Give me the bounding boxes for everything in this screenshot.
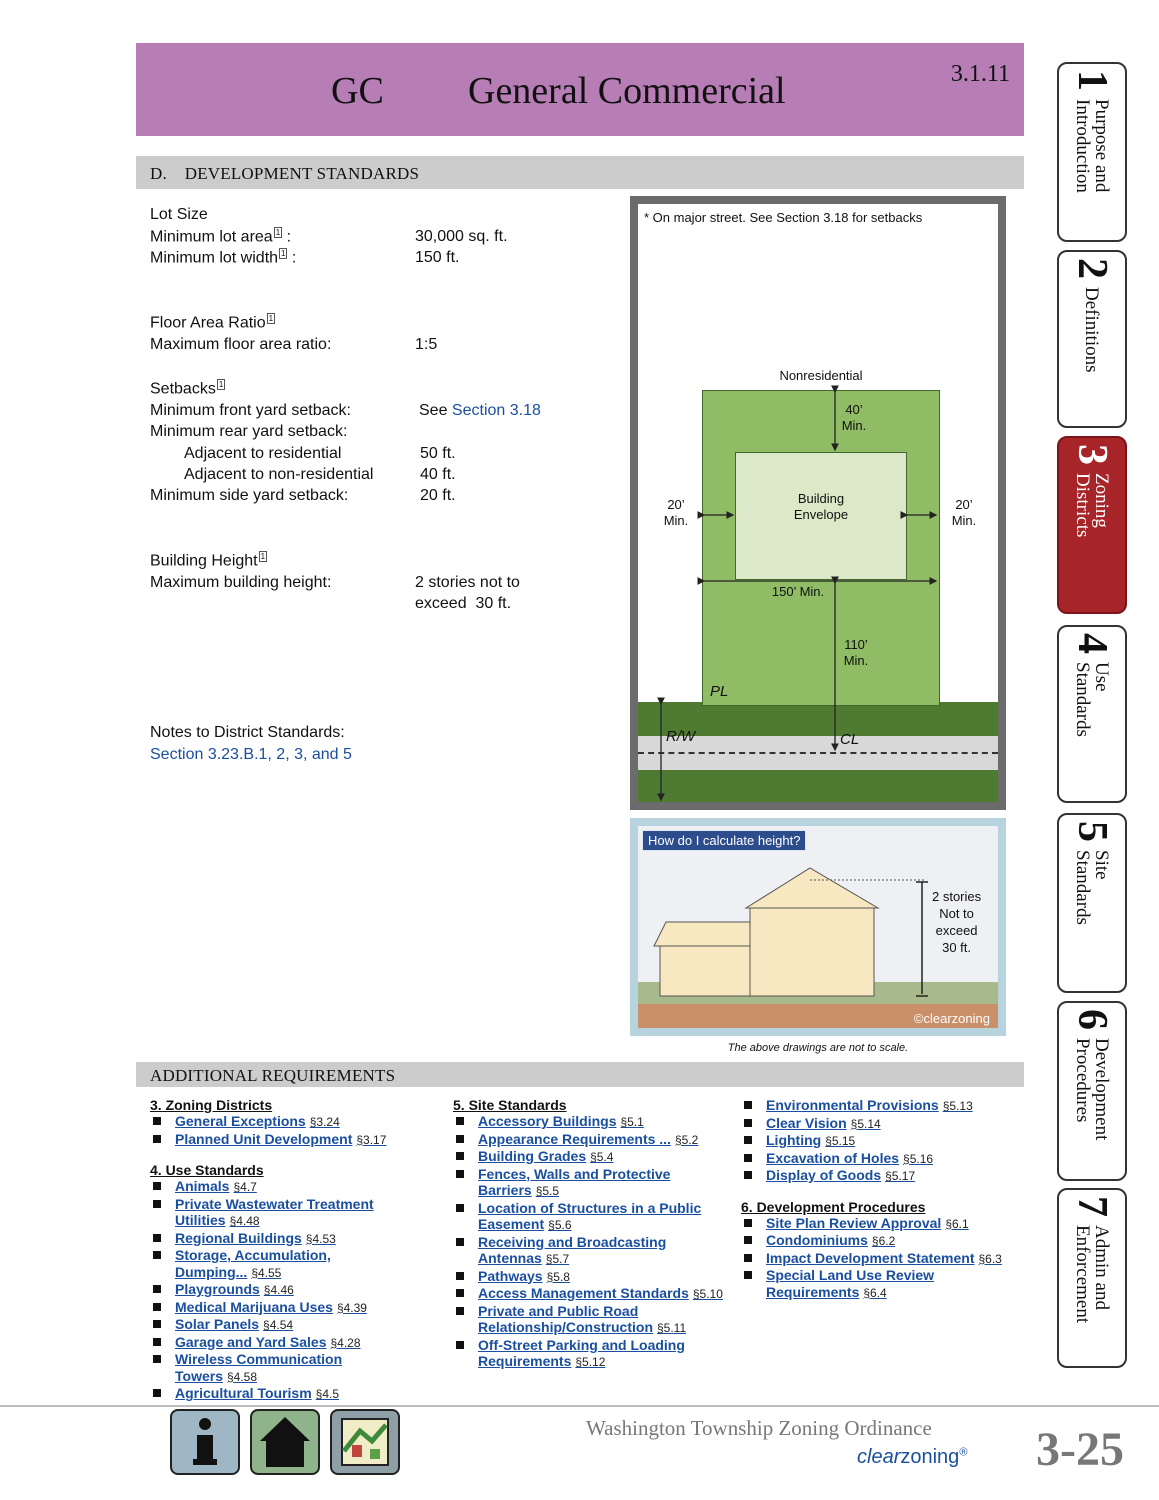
- far-label: Maximum floor area ratio:: [150, 336, 332, 353]
- requirements-column-3: [741, 1097, 1011, 1315]
- tab-label: Definitions: [1081, 287, 1103, 373]
- requirement-section-ref: §4.54: [263, 1318, 294, 1332]
- adj-residential-value: 50 ft.: [420, 445, 456, 462]
- dimension-arrows: [638, 204, 998, 802]
- tab-number: 7: [1069, 1196, 1115, 1217]
- requirement-link[interactable]: [741, 1132, 1011, 1150]
- requirement-label: Clear Vision: [766, 1114, 847, 1131]
- requirement-label: Wireless Communication Towers: [175, 1351, 343, 1384]
- requirement-link[interactable]: [150, 1316, 420, 1334]
- requirement-label: Agricultural Tourism: [175, 1385, 312, 1401]
- requirement-label: Location of Structures in a Public Easement: [478, 1199, 702, 1232]
- requirement-link[interactable]: [741, 1232, 1011, 1250]
- tab-chapter-6[interactable]: [1057, 1001, 1127, 1181]
- requirement-section-ref: §5.8: [546, 1269, 570, 1284]
- note-marker: 1: [260, 552, 266, 561]
- requirement-section-ref: §4.46: [263, 1283, 294, 1297]
- building-height-heading: Building Height $^1$: [150, 552, 266, 570]
- tab-label: Admin and Enforcement: [1072, 1225, 1112, 1324]
- requirement-link[interactable]: [453, 1131, 723, 1149]
- requirement-section-ref: §6.2: [871, 1234, 896, 1248]
- requirement-label: Animals: [175, 1178, 230, 1194]
- requirements-group-heading: 6. Development Procedures: [741, 1198, 926, 1215]
- requirement-section-ref: §5.16: [903, 1151, 934, 1166]
- requirement-label: Fences, Walls and Protective Barriers: [478, 1165, 671, 1198]
- requirement-section-ref: §4.28: [330, 1335, 361, 1350]
- min-lot-width-label: Minimum lot width $^1$ :: [150, 249, 297, 267]
- requirement-label: Planned Unit Development: [175, 1130, 353, 1147]
- lot-width-label: 150’ Min.: [771, 584, 825, 599]
- requirement-label: Site Plan Review Approval: [766, 1214, 942, 1231]
- requirement-section-ref: §3.24: [309, 1115, 340, 1129]
- requirement-label: General Exceptions: [175, 1113, 306, 1129]
- note-marker: 1: [281, 249, 286, 258]
- min-lot-area-label: Minimum lot area $^1$ :: [150, 228, 292, 246]
- requirement-section-ref: §5.15: [825, 1134, 856, 1148]
- requirements-list: [741, 1215, 1011, 1302]
- tab-number: 2: [1069, 258, 1115, 279]
- requirement-section-ref: §5.12: [575, 1355, 606, 1369]
- requirement-section-ref: §5.14: [850, 1116, 881, 1131]
- requirements-group-heading: 4. Use Standards: [150, 1162, 264, 1178]
- requirement-link[interactable]: [741, 1167, 1011, 1185]
- requirement-link[interactable]: [453, 1113, 723, 1131]
- rear-setback-label: 40’ Min.: [841, 402, 867, 433]
- requirement-link[interactable]: [150, 1299, 420, 1317]
- height-question-tag: How do I calculate height?: [642, 830, 806, 851]
- rear-setback-label: Minimum rear yard setback:: [150, 423, 348, 440]
- requirement-section-ref: §5.17: [885, 1169, 916, 1183]
- info-icon: [172, 1411, 238, 1473]
- side-setback-label: Minimum side yard setback:: [150, 487, 349, 504]
- notes-link[interactable]: Section 3.23.B.1, 2, 3, and 5: [150, 746, 352, 763]
- section-3-18-link[interactable]: Section 3.18: [451, 402, 541, 419]
- requirement-label: Excavation of Holes: [766, 1149, 900, 1166]
- tab-chapter-1[interactable]: [1057, 62, 1127, 242]
- requirements-list: [150, 1178, 420, 1403]
- side-setback-value: 20 ft.: [420, 487, 456, 504]
- requirement-link[interactable]: [150, 1281, 420, 1299]
- additional-requirements-bar: [136, 1062, 1024, 1087]
- requirement-section-ref: §3.17: [356, 1132, 387, 1147]
- tab-number: 3: [1069, 444, 1115, 465]
- page-number: 3-25: [1036, 1423, 1124, 1476]
- height-limit-label: 2 stories Not to exceed 30 ft.: [932, 889, 982, 955]
- requirement-link[interactable]: [150, 1196, 420, 1230]
- requirement-label: Impact Development Statement: [766, 1249, 975, 1266]
- pl-label: PL: [710, 683, 729, 700]
- requirement-section-ref: §6.3: [978, 1251, 1002, 1266]
- requirement-section-ref: §4.39: [336, 1300, 367, 1315]
- clearzoning-brand: clearzoning®: [857, 1446, 968, 1468]
- requirement-label: Display of Goods: [766, 1167, 882, 1183]
- requirement-section-ref: §5.5: [535, 1184, 560, 1198]
- requirement-label: Garage and Yard Sales: [175, 1333, 327, 1350]
- tab-chapter-3[interactable]: [1057, 436, 1127, 614]
- note-marker: 1: [218, 380, 224, 389]
- requirement-link[interactable]: [150, 1178, 420, 1196]
- front-setback-label: 110’ Min.: [843, 637, 869, 668]
- not-to-scale-note: The above drawings are not to scale.: [727, 1042, 909, 1054]
- additional-requirements-title: ADDITIONAL REQUIREMENTS: [150, 1066, 396, 1085]
- requirement-label: Receiving and Broadcasting Antennas: [478, 1233, 667, 1266]
- min-lot-width-value: 150 ft.: [415, 249, 460, 266]
- requirement-label: Off-Street Parking and Loading Requirements: [478, 1336, 685, 1369]
- height-diagram: [630, 818, 1006, 1036]
- district-code: GC: [331, 70, 384, 112]
- ordinance-title: Washington Township Zoning Ordinance: [586, 1416, 932, 1440]
- tab-label: Purpose and Introduction: [1072, 99, 1112, 193]
- home-icon: [252, 1411, 318, 1473]
- requirement-link[interactable]: [741, 1250, 1011, 1268]
- requirement-label: Solar Panels: [175, 1316, 260, 1332]
- requirement-section-ref: §5.10: [692, 1287, 723, 1301]
- requirement-label: Environmental Provisions: [766, 1097, 939, 1113]
- requirement-label: Accessory Buildings: [478, 1113, 617, 1129]
- tab-number: 4: [1069, 633, 1115, 654]
- requirement-label: Private and Public Road Relationship/Construction: [478, 1302, 653, 1335]
- tab-number: 5: [1069, 821, 1115, 842]
- requirement-section-ref: §6.4: [863, 1285, 887, 1300]
- requirement-section-ref: §5.11: [657, 1321, 687, 1335]
- requirement-label: Storage, Accumulation, Dumping...: [175, 1247, 331, 1280]
- rw-label: R/W: [666, 728, 696, 745]
- requirement-link[interactable]: [453, 1200, 723, 1234]
- tab-chapter-4[interactable]: [1057, 625, 1127, 803]
- requirements-list: [150, 1113, 420, 1148]
- requirement-link[interactable]: [741, 1267, 1011, 1301]
- site-diagram: [630, 196, 1006, 810]
- requirements-list: [741, 1097, 1011, 1185]
- adj-residential-label: Adjacent to residential: [184, 445, 342, 462]
- requirement-section-ref: §5.4: [590, 1150, 614, 1164]
- requirement-link[interactable]: [741, 1150, 1011, 1168]
- requirement-section-ref: §5.2: [674, 1132, 699, 1147]
- footer-divider: [0, 1405, 1159, 1407]
- requirement-label: Playgrounds: [175, 1281, 260, 1297]
- requirement-link[interactable]: [150, 1334, 420, 1352]
- requirement-link[interactable]: [741, 1215, 1011, 1233]
- info-button[interactable]: [170, 1409, 240, 1475]
- requirement-label: Access Management Standards: [478, 1285, 689, 1301]
- requirement-link[interactable]: [453, 1303, 723, 1337]
- requirements-group-heading: 3. Zoning Districts: [150, 1097, 273, 1113]
- lot-size-heading: Lot Size: [150, 206, 208, 223]
- requirement-section-ref: §5.7: [545, 1252, 570, 1266]
- requirement-link[interactable]: [150, 1385, 420, 1403]
- adj-nonresidential-value: 40 ft.: [420, 466, 456, 483]
- requirements-list: [453, 1113, 723, 1371]
- requirement-link[interactable]: [150, 1113, 420, 1131]
- requirement-link[interactable]: [453, 1337, 723, 1371]
- building-envelope-label: Building Envelope: [793, 491, 849, 522]
- requirement-section-ref: §4.53: [305, 1231, 336, 1246]
- note-marker: 1: [268, 314, 274, 323]
- requirement-label: Special Land Use Review Requirements: [766, 1267, 935, 1300]
- tab-label: Use Standards: [1072, 662, 1112, 737]
- requirement-section-ref: §6.1: [945, 1216, 969, 1231]
- side-right-label: 20’ Min.: [951, 497, 977, 528]
- tab-label: Site Standards: [1072, 850, 1112, 925]
- cl-label: CL: [840, 731, 860, 748]
- requirement-section-ref: §5.6: [548, 1218, 572, 1232]
- requirement-link[interactable]: [150, 1230, 420, 1248]
- requirements-group-heading: 5. Site Standards: [453, 1097, 567, 1113]
- tab-chapter-2[interactable]: [1057, 250, 1127, 428]
- requirement-label: Medical Marijuana Uses: [175, 1298, 333, 1315]
- requirements-column-1: [150, 1097, 420, 1417]
- requirement-link[interactable]: [453, 1234, 723, 1268]
- requirement-label: Regional Buildings: [175, 1229, 302, 1246]
- requirements-column-2: [453, 1097, 723, 1385]
- requirement-label: Private Wastewater Treatment Utilities: [175, 1195, 374, 1228]
- tab-label: Development Procedures: [1072, 1038, 1112, 1141]
- notes-heading: Notes to District Standards:: [150, 724, 345, 741]
- requirement-label: Building Grades: [478, 1148, 587, 1164]
- map-button[interactable]: [330, 1409, 400, 1475]
- nonresidential-label: Nonresidential: [779, 368, 863, 383]
- requirement-section-ref: §4.55: [251, 1265, 282, 1280]
- clearzoning-watermark: ©clearzoning: [913, 1011, 990, 1026]
- tab-chapter-5[interactable]: [1057, 813, 1127, 993]
- requirement-section-ref: §4.5: [315, 1387, 340, 1401]
- front-setback-label: Minimum front yard setback:: [150, 402, 351, 419]
- front-setback-value: See Section 3.18: [419, 402, 541, 419]
- far-heading: Floor Area Ratio $^1$: [150, 314, 274, 332]
- max-height-label: Maximum building height:: [150, 574, 332, 591]
- requirement-section-ref: §4.58: [226, 1369, 258, 1384]
- development-standards-bar: [136, 156, 1024, 189]
- far-value: 1:5: [415, 336, 438, 353]
- requirement-label: Pathways: [478, 1267, 543, 1284]
- requirement-link[interactable]: [150, 1247, 420, 1281]
- map-icon: [332, 1411, 398, 1473]
- tab-number: 1: [1069, 70, 1115, 91]
- requirement-link[interactable]: [741, 1097, 1011, 1115]
- adj-nonresidential-label: Adjacent to non-residential: [184, 466, 374, 483]
- setbacks-heading: Setbacks $^1$: [150, 380, 224, 398]
- side-left-label: 20’ Min.: [663, 497, 689, 528]
- requirement-link[interactable]: [453, 1166, 723, 1200]
- development-standards-title: D. DEVELOPMENT STANDARDS: [150, 164, 420, 183]
- home-button[interactable]: [250, 1409, 320, 1475]
- note-marker: 1: [275, 228, 281, 237]
- max-height-value-2: exceed 30 ft.: [415, 595, 512, 612]
- tab-label: Zoning Districts: [1072, 473, 1112, 538]
- requirement-label: Lighting: [766, 1132, 822, 1148]
- requirement-label: Condominiums: [766, 1232, 868, 1248]
- requirement-link[interactable]: [453, 1285, 723, 1303]
- min-lot-area-value: 30,000 sq. ft.: [415, 228, 508, 245]
- requirement-link[interactable]: [453, 1268, 723, 1286]
- requirement-section-ref: §4.7: [233, 1180, 257, 1194]
- requirement-link[interactable]: [150, 1351, 420, 1385]
- requirement-section-ref: §4.48: [229, 1214, 260, 1228]
- tab-number: 6: [1069, 1009, 1115, 1030]
- district-title: General Commercial: [468, 70, 786, 112]
- requirement-section-ref: §5.1: [620, 1115, 644, 1129]
- requirement-label: Appearance Requirements ...: [478, 1130, 671, 1147]
- requirement-link[interactable]: [453, 1148, 723, 1166]
- max-height-value-1: 2 stories not to: [415, 574, 520, 591]
- requirement-section-ref: §5.13: [942, 1099, 973, 1113]
- tab-chapter-7[interactable]: [1057, 1188, 1127, 1368]
- section-number: 3.1.11: [950, 61, 1010, 87]
- requirement-link[interactable]: [150, 1131, 420, 1149]
- requirement-link[interactable]: [741, 1115, 1011, 1133]
- diagram-note: * On major street. See Section 3.18 for setbacks: [644, 210, 923, 225]
- page-header: [136, 43, 1024, 136]
